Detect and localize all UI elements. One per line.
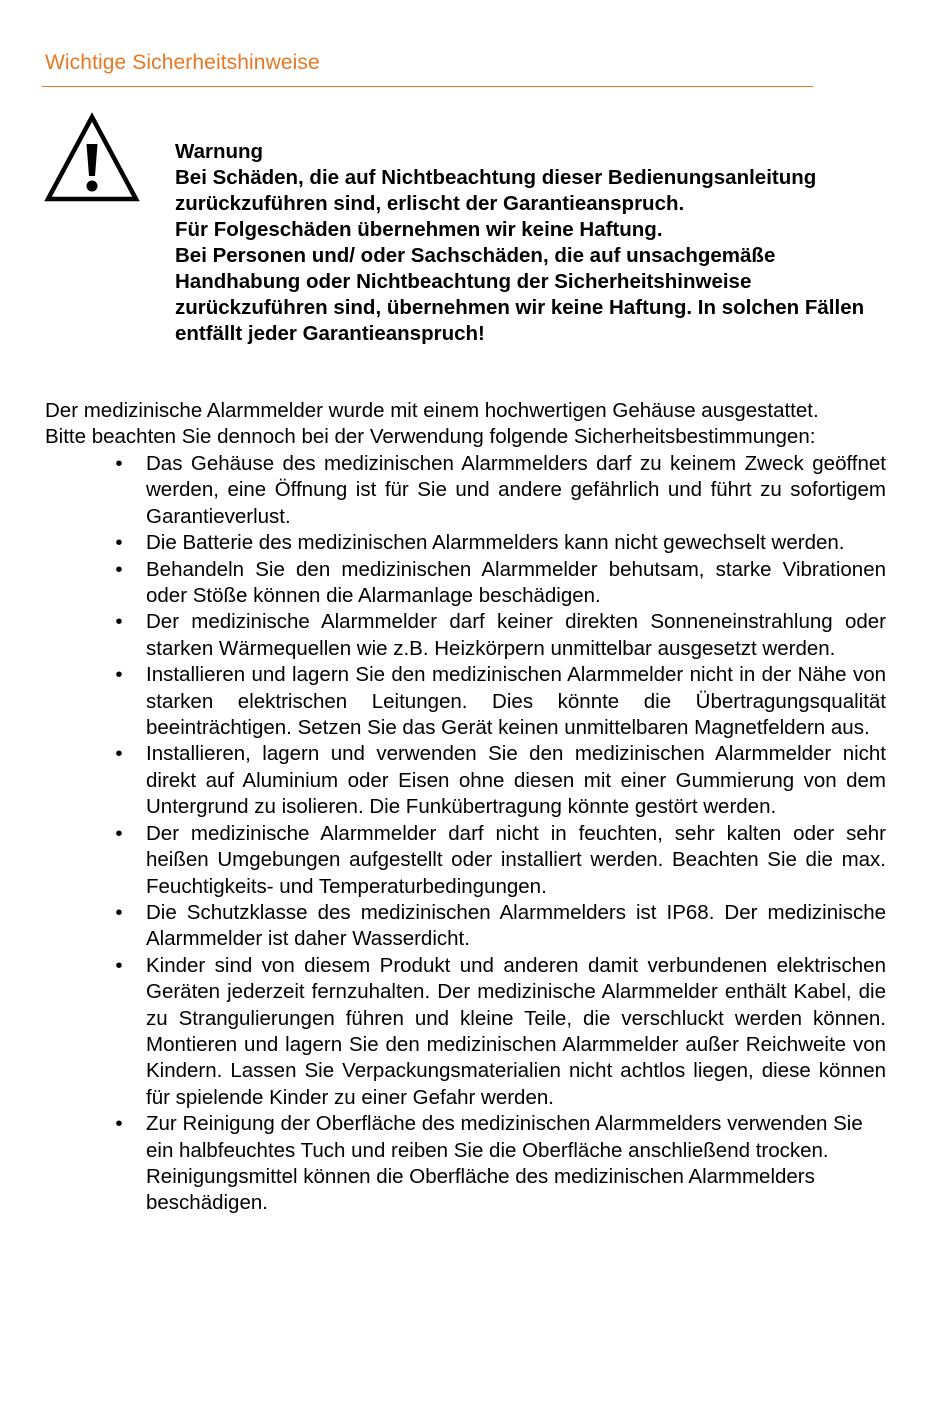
- warning-heading: Warnung: [175, 140, 264, 163]
- bullet-icon: •: [115, 821, 123, 845]
- warning-text-consequential: Für Folgeschäden übernehmen wir keine Haftung.: [175, 218, 663, 241]
- warning-text-liability: Bei Personen und/ oder Sachschäden, die auf unsachgemäße Handhabung oder Nichtbeachtung der Sicherheitshinweise zurückzuführen sind, übernehmen wir keine Haftung. In solchen Fällen entfällt jeder Garantieanspruch!: [175, 244, 865, 345]
- list-item: [115, 451, 886, 530]
- warning-text-warranty: Bei Schäden, die auf Nichtbeachtung dieser Bedienungsanleitung zurückzuführen sind, erlischt der Garantieanspruch.: [175, 166, 817, 215]
- safety-rules-list: [0, 451, 950, 1217]
- intro-paragraph: [45, 398, 915, 450]
- list-item: [115, 741, 886, 820]
- intro-line: Der medizinische Alarmmelder wurde mit einem hochwertigen Gehäuse ausgestattet.: [45, 399, 819, 422]
- list-item: [115, 662, 886, 741]
- list-item-text: Die Batterie des medizinischen Alarmmelders kann nicht gewechselt werden.: [146, 531, 845, 555]
- list-item-text: Behandeln Sie den medizinischen Alarmmelder behutsam, starke Vibrationen oder Stöße können die Alarmanlage beschädigen.: [146, 557, 886, 608]
- list-item: [115, 900, 886, 953]
- bullet-icon: •: [115, 663, 123, 687]
- bullet-icon: •: [115, 742, 123, 766]
- list-item: [115, 609, 886, 662]
- list-item: [115, 1111, 886, 1217]
- list-item-text: Die Schutzklasse des medizinischen Alarmmelders ist IP68. Der medizinische Alarmmelder ist daher Wasserdicht.: [146, 900, 886, 951]
- bullet-icon: •: [115, 452, 123, 475]
- list-item-text: Der medizinische Alarmmelder darf keiner direkten Sonneneinstrahlung oder starken Wärmequellen wie z.B. Heizkörpern unmittelbar ausgesetzt werden.: [146, 610, 886, 660]
- bullet-icon: •: [115, 953, 123, 977]
- bullet-icon: •: [115, 900, 123, 924]
- list-item: [115, 530, 886, 556]
- warning-triangle-icon: [44, 112, 140, 204]
- list-item-text: Zur Reinigung der Oberfläche des medizinischen Alarmmelders verwenden Sie ein halbfeuchtes Tuch und reiben Sie die Oberfläche anschließend trocken. Reinigungsmittel können die Oberfläche des medizinischen Alarmmelders beschädigen.: [146, 1112, 863, 1215]
- bullet-icon: •: [115, 610, 123, 634]
- warning-notice: [175, 139, 895, 347]
- header-divider: [42, 86, 813, 87]
- bullet-icon: •: [115, 557, 123, 581]
- bullet-icon: •: [115, 1112, 123, 1136]
- list-item-text: Installieren und lagern Sie den medizinischen Alarmmelder nicht in der Nähe von starken elektrischen Leitungen. Dies könnte die Übertragungsqualität beeinträchtigen. Setzen Sie das Gerät keinen unmittelbaren Magnetfeldern aus.: [146, 663, 886, 740]
- section-title: Wichtige Sicherheitshinweise: [45, 51, 320, 74]
- list-item-text: Kinder sind von diesem Produkt und anderen damit verbundenen elektrischen Geräten jederzeit fernzuhalten. Der medizinische Alarmmelder enthält Kabel, die zu Strangulierungen führen und kleine Teile, die verschluckt werden können. Montieren und lagern Sie den medizinischen Alarmmelder außer Reichweite von Kindern. Lassen Sie Verpackungsmaterialien nicht achtlos liegen, diese können für spielende Kinder zu einer Gefahr werden.: [146, 953, 886, 1109]
- list-item: [115, 557, 886, 610]
- list-item: [115, 953, 886, 1111]
- list-item: [115, 821, 886, 900]
- list-item-text: Das Gehäuse des medizinischen Alarmmelders darf zu keinem Zweck geöffnet werden, eine Öffnung ist für Sie und andere gefährlich und führt zu sofortigem Garantieverlust.: [146, 452, 886, 528]
- bullet-icon: •: [115, 531, 123, 555]
- list-item-text: Der medizinische Alarmmelder darf nicht in feuchten, sehr kalten oder sehr heißen Umgebungen aufgestellt oder installiert werden. Beachten Sie die max. Feuchtigkeits- und Temperaturbedingungen.: [146, 821, 886, 898]
- intro-line: Bitte beachten Sie dennoch bei der Verwendung folgende Sicherheitsbestimmungen:: [45, 425, 816, 448]
- list-item-text: Installieren, lagern und verwenden Sie den medizinischen Alarmmelder nicht direkt auf Aluminium oder Eisen ohne diesen mit einer Gummierung von dem Untergrund zu isolieren. Die Funkübertragung könnte gestört werden.: [146, 742, 886, 819]
